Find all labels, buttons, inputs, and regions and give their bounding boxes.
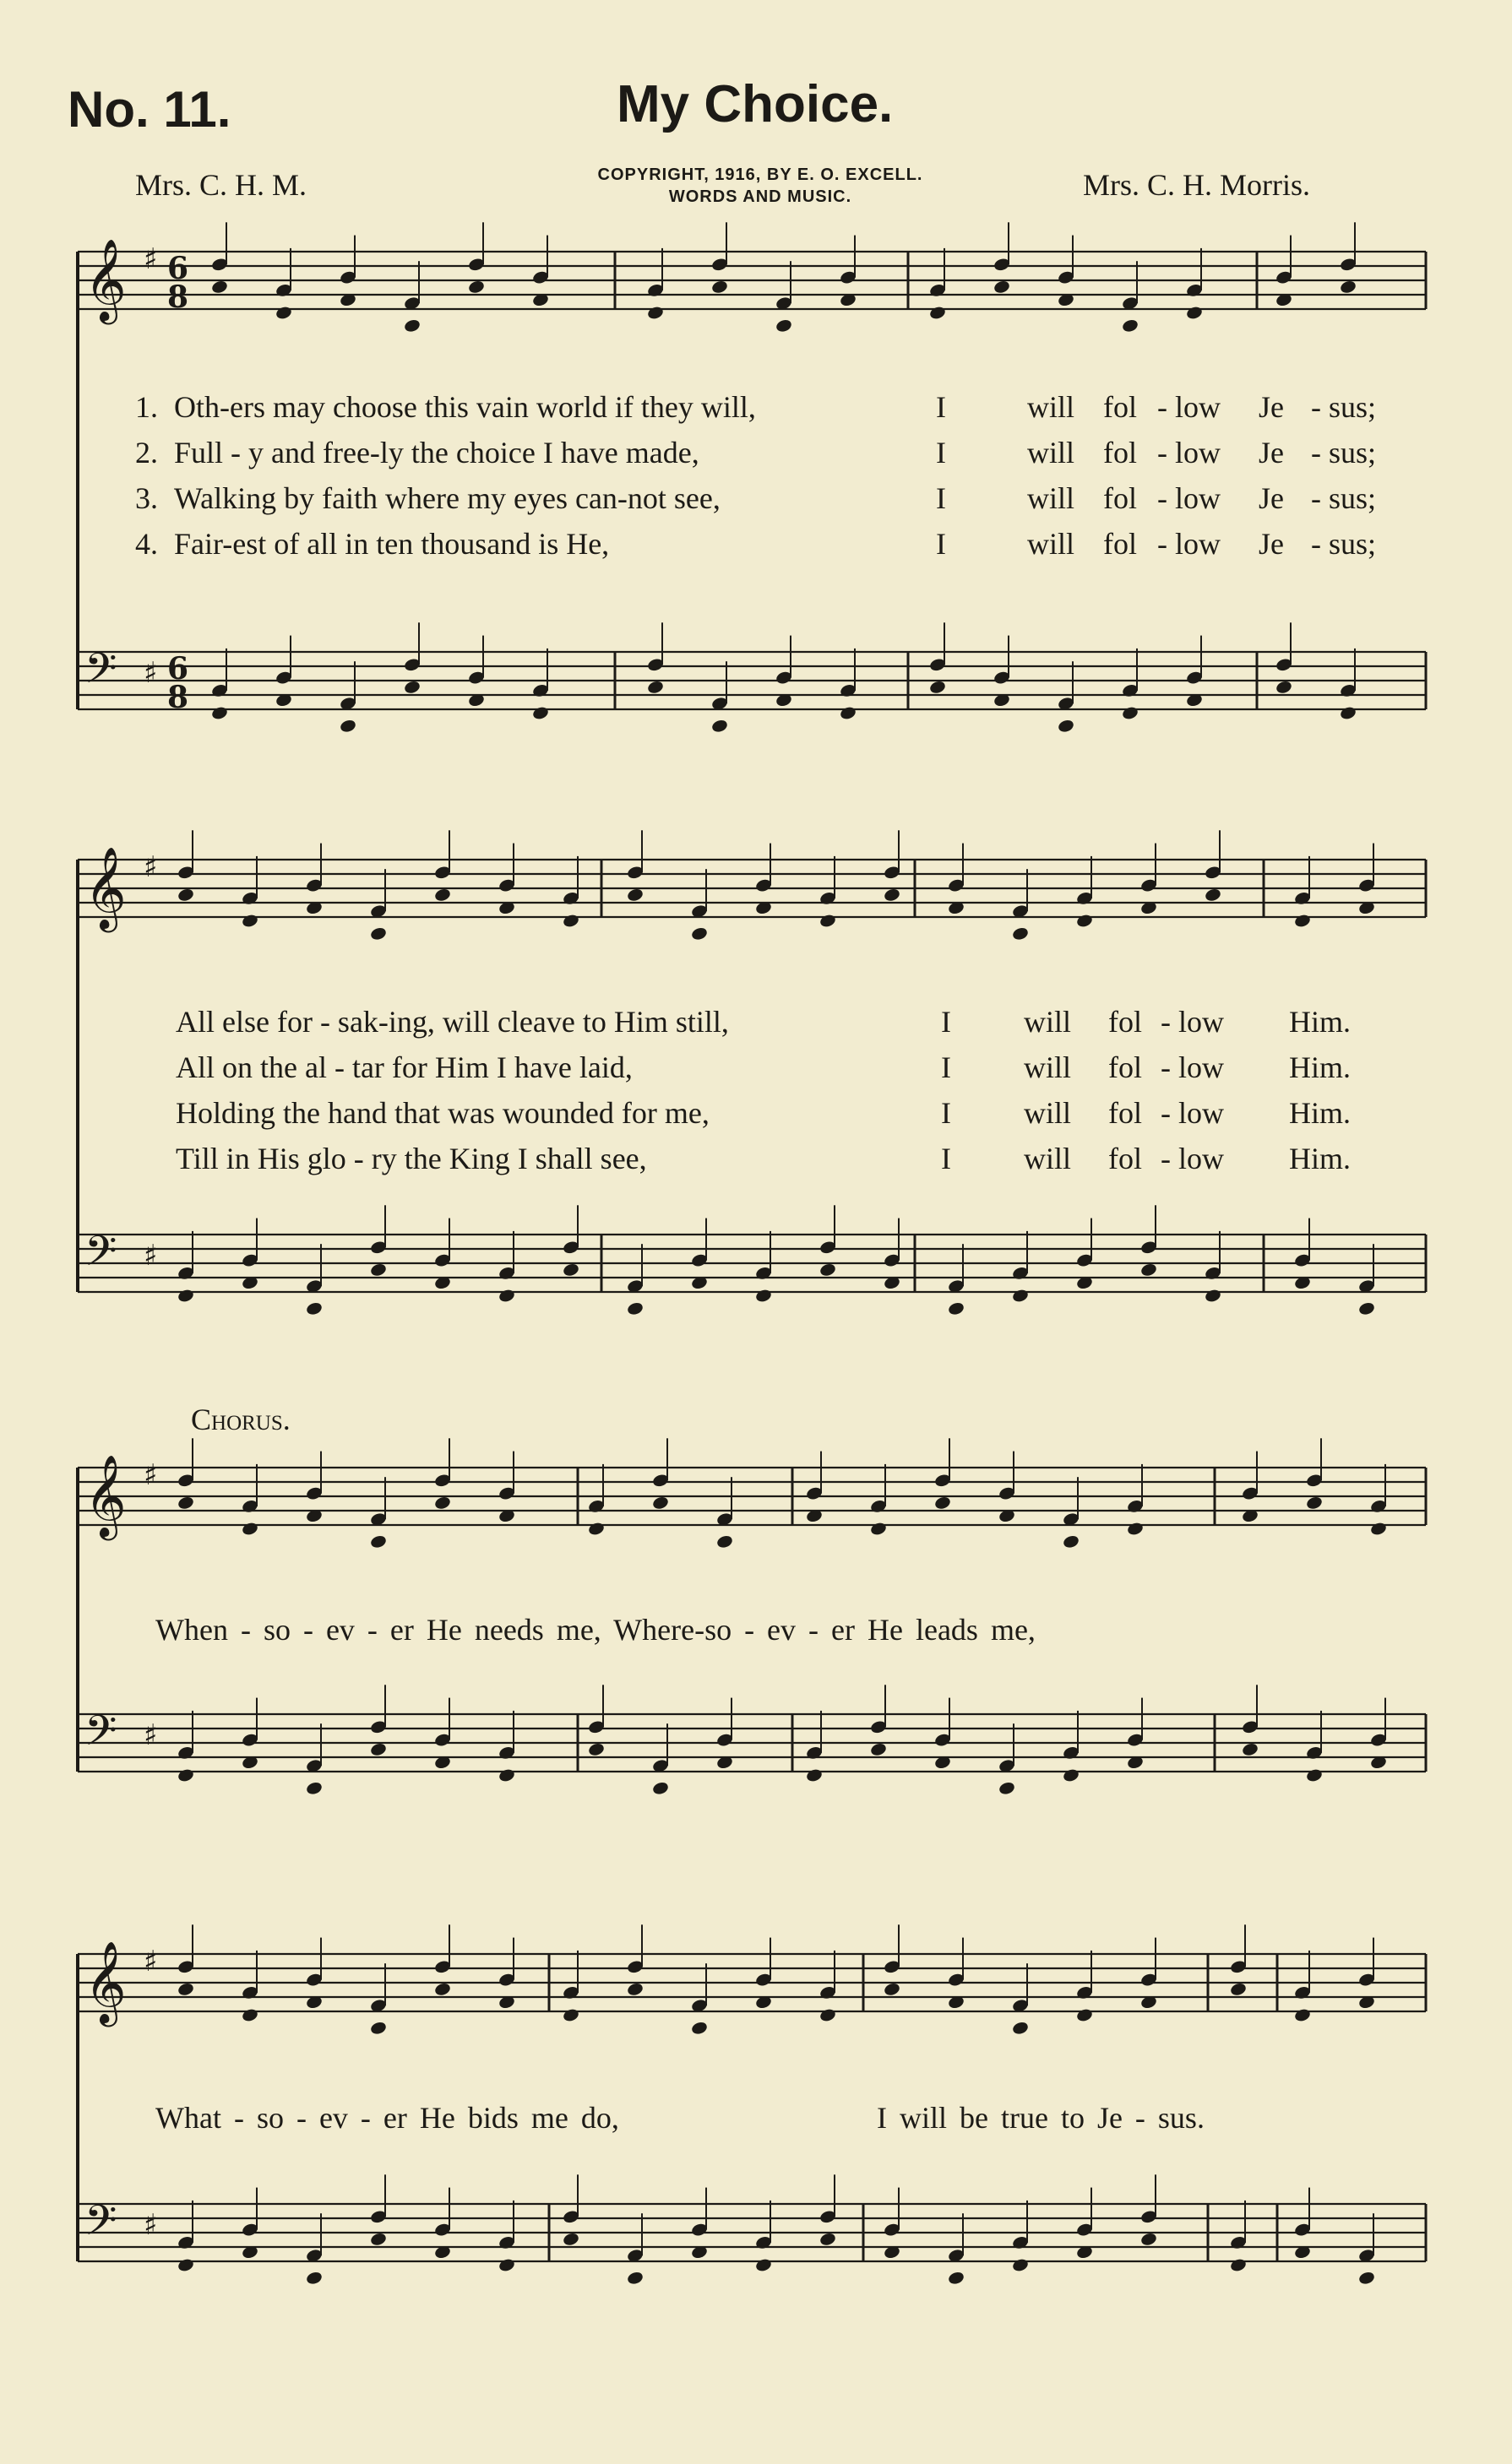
lyric-syllable: I [941,1142,951,1175]
sharp-icon: ♯ [144,1239,158,1273]
note-head [562,1262,579,1278]
note-head [626,887,644,903]
verse-4-line-1 [135,527,1377,561]
note-head [947,1301,965,1316]
verse-2-line-1 [135,436,1377,469]
note-head [993,280,1010,295]
note-head [241,913,258,928]
lyric-syllable: Him. [1289,1096,1352,1130]
note-head [754,2257,772,2272]
note-head [819,1262,836,1278]
bass-clef-icon: 𝄢 [84,644,117,703]
lyric-syllable: - low [1161,1050,1224,1084]
treble-clef-icon: 𝄞 [84,1454,127,1537]
note-head [933,1495,951,1511]
lyric-syllable: fol [1108,1005,1142,1039]
lyric-syllable: - low [1157,527,1221,561]
note-head [819,2232,836,2247]
lyric-syllable: - low [1161,1005,1224,1039]
lyric-syllable: - sus; [1311,481,1377,515]
note-head [947,2271,965,2286]
sharp-icon: ♯ [144,1945,158,1978]
lyric-syllable: will [1024,1142,1072,1175]
note-head [177,1982,194,1997]
note-head [339,719,356,734]
lyric-text: Oth-ers may choose this vain world if they will, [174,390,756,424]
note-head [1357,2271,1375,2286]
note-head [869,1521,887,1536]
note-head [1293,913,1311,928]
note-head [883,1982,900,1997]
note-head [626,1982,644,1997]
note-head [210,280,228,295]
verse-2-line-2 [176,1050,1352,1084]
note-head [1339,280,1357,295]
note-head [369,926,387,942]
note-head [467,280,485,295]
lyric-syllable: Him. [1289,1005,1352,1039]
note-head [1121,705,1139,720]
note-head [690,2021,708,2036]
chorus-line-2 [155,2101,1205,2135]
chorus-label: Chorus. [191,1403,291,1436]
note-head [1241,1742,1259,1757]
note-head [498,2257,515,2272]
note-head [531,705,549,720]
note-head [562,913,579,928]
note-head [775,318,792,334]
lyric-syllable: - low [1157,390,1221,424]
lyric-syllable: fol [1108,1096,1142,1130]
note-head [1275,680,1292,695]
verse-1-line-2 [176,1005,1352,1039]
verse-3-line-2 [176,1096,1352,1130]
bass-clef-icon: 𝄢 [84,1707,117,1766]
note-head [498,1767,515,1783]
note-head [1204,1288,1221,1303]
sharp-icon: ♯ [144,1458,158,1492]
lyric-text: When - so - ev - er He needs me, Where-so - ev - er He leads me, [155,1613,1036,1647]
note-head [690,926,708,942]
note-head [433,887,451,903]
lyric-syllable: I [941,1005,951,1039]
lyric-syllable: I [936,527,946,561]
note-head [369,1534,387,1549]
lyric-syllable: fol [1108,1142,1142,1175]
sharp-icon: ♯ [144,2208,158,2242]
lyric-syllable: I [936,481,946,515]
copyright-line: COPYRIGHT, 1916, BY E. O. EXCELL. [597,166,923,184]
chorus-line-1 [155,1613,1036,1647]
note-head [626,2271,644,2286]
note-head [1075,2007,1093,2022]
lyric-text: Holding the hand that was wounded for me, [176,1096,710,1130]
lyric-syllable: fol [1103,527,1137,561]
note-head [1011,1288,1029,1303]
note-head [928,305,946,320]
lyric-syllable: will [1024,1096,1072,1130]
treble-clef-icon: 𝄞 [84,846,127,929]
note-head [869,1742,887,1757]
note-head [1339,705,1357,720]
verse-3-line-1 [135,481,1377,515]
time-signature-top: 6 [167,651,189,687]
sharp-icon: ♯ [144,850,158,884]
composer-credit: Mrs. C. H. Morris. [1083,168,1311,202]
bass-clef-icon: 𝄢 [84,2196,117,2255]
note-head [646,680,664,695]
lyric-syllable: - low [1161,1142,1224,1175]
time-signature-bottom: 8 [167,680,189,715]
sharp-icon: ♯ [144,1718,158,1752]
copyright-subline: WORDS AND MUSIC. [668,187,852,206]
hymn-title: My Choice. [617,75,894,133]
sharp-icon: ♯ [144,656,158,690]
lyric-syllable: Je [1259,527,1284,561]
note-head [651,1495,669,1511]
lyric-syllable: fol [1108,1050,1142,1084]
lyric-syllable: I [936,390,946,424]
note-head [241,1521,258,1536]
note-head [369,1742,387,1757]
lyric-syllable: - low [1157,436,1221,469]
lyric-syllable: will [1027,436,1075,469]
time-signature-bottom: 8 [167,280,189,315]
lyric-text: Walking by faith where my eyes can-not see, [174,481,721,515]
hymn-number: No. 11. [68,81,231,138]
lyric-syllable: Je [1259,481,1284,515]
note-head [651,1781,669,1796]
note-head [1057,719,1074,734]
note-head [1126,1521,1144,1536]
note-head [587,1521,605,1536]
note-head [1305,1767,1323,1783]
lyric-text: All else for - sak-ing, will cleave to Him still, [176,1005,729,1039]
note-head [1062,1534,1080,1549]
note-head [1011,2021,1029,2036]
lyric-syllable: fol [1103,481,1137,515]
note-head [177,1288,194,1303]
note-head [1305,1495,1323,1511]
lyric-syllable: - low [1161,1096,1224,1130]
verse-1-line-1 [135,390,1377,424]
note-head [177,1495,194,1511]
lyric-text: Fair-est of all in ten thousand is He, [174,527,610,561]
note-head [710,719,728,734]
note-head [1229,1982,1247,1997]
note-head [241,2007,258,2022]
lyric-syllable: will [1027,527,1075,561]
note-head [210,705,228,720]
lyric-syllable: fol [1103,390,1137,424]
note-head [819,913,836,928]
note-head [498,1288,515,1303]
lyric-syllable: I [936,436,946,469]
lyric-text: What - so - ev - er He bids me do, [155,2101,619,2135]
note-head [754,1288,772,1303]
sharp-icon: ♯ [144,242,158,276]
note-head [646,305,664,320]
note-head [1369,1521,1387,1536]
lyric-syllable: will [1027,390,1075,424]
lyric-syllable: - low [1157,481,1221,515]
note-head [1357,1301,1375,1316]
note-head [562,2007,579,2022]
lyric-syllable: Je [1259,436,1284,469]
note-head [433,1495,451,1511]
note-head [626,1301,644,1316]
note-head [1139,1262,1157,1278]
lyric-syllable: fol [1103,436,1137,469]
note-head [819,2007,836,2022]
note-head [433,1982,451,1997]
note-head [883,887,900,903]
note-head [1204,887,1221,903]
note-head [1229,2257,1247,2272]
note-head [369,1262,387,1278]
verse-number: 3. [135,481,158,515]
verse-4-line-2 [176,1142,1352,1175]
note-head [839,705,857,720]
note-head [1293,2007,1311,2022]
treble-clef-icon: 𝄞 [84,238,127,321]
verse-number: 4. [135,527,158,561]
note-head [587,1742,605,1757]
treble-clef-icon: 𝄞 [84,1940,127,2023]
lyric-syllable: Him. [1289,1050,1352,1084]
bass-clef-icon: 𝄢 [84,1227,117,1286]
note-head [177,1767,194,1783]
note-head [1075,913,1093,928]
lyric-syllable: Je [1259,390,1284,424]
lyric-syllable: will [1024,1050,1072,1084]
lyric-syllable: will [1024,1005,1072,1039]
note-head [1011,2257,1029,2272]
lyric-text: All on the al - tar for Him I have laid, [176,1050,633,1084]
note-head [1121,318,1139,334]
lyric-syllable: I [941,1096,951,1130]
note-head [403,318,421,334]
note-head [998,1781,1015,1796]
note-head [305,1301,323,1316]
verse-number: 2. [135,436,158,469]
lyric-syllable: - sus; [1311,390,1377,424]
lyric-text: Till in His glo - ry the King I shall see, [176,1142,647,1175]
note-head [1185,305,1203,320]
note-head [805,1767,823,1783]
lyric-syllable: will [1027,481,1075,515]
lyric-syllable: - sus; [1311,436,1377,469]
lyric-syllable: Him. [1289,1142,1352,1175]
note-head [715,1534,733,1549]
note-head [369,2232,387,2247]
note-head [1011,926,1029,942]
note-head [275,305,292,320]
lyric-syllable: - sus; [1311,527,1377,561]
note-head [177,2257,194,2272]
lyric-syllable: I [941,1050,951,1084]
note-head [369,2021,387,2036]
lyric-text: Full - y and free-ly the choice I have made, [174,436,699,469]
note-head [1139,2232,1157,2247]
verse-number: 1. [135,390,158,424]
note-head [710,280,728,295]
note-head [1062,1767,1080,1783]
note-head [305,1781,323,1796]
time-signature-top: 6 [167,251,189,286]
lyric-text: I will be true to Je - sus. [877,2101,1205,2135]
note-head [928,680,946,695]
note-head [177,887,194,903]
note-head [305,2271,323,2286]
lyricist-credit: Mrs. C. H. M. [135,168,307,202]
note-head [403,680,421,695]
note-head [562,2232,579,2247]
